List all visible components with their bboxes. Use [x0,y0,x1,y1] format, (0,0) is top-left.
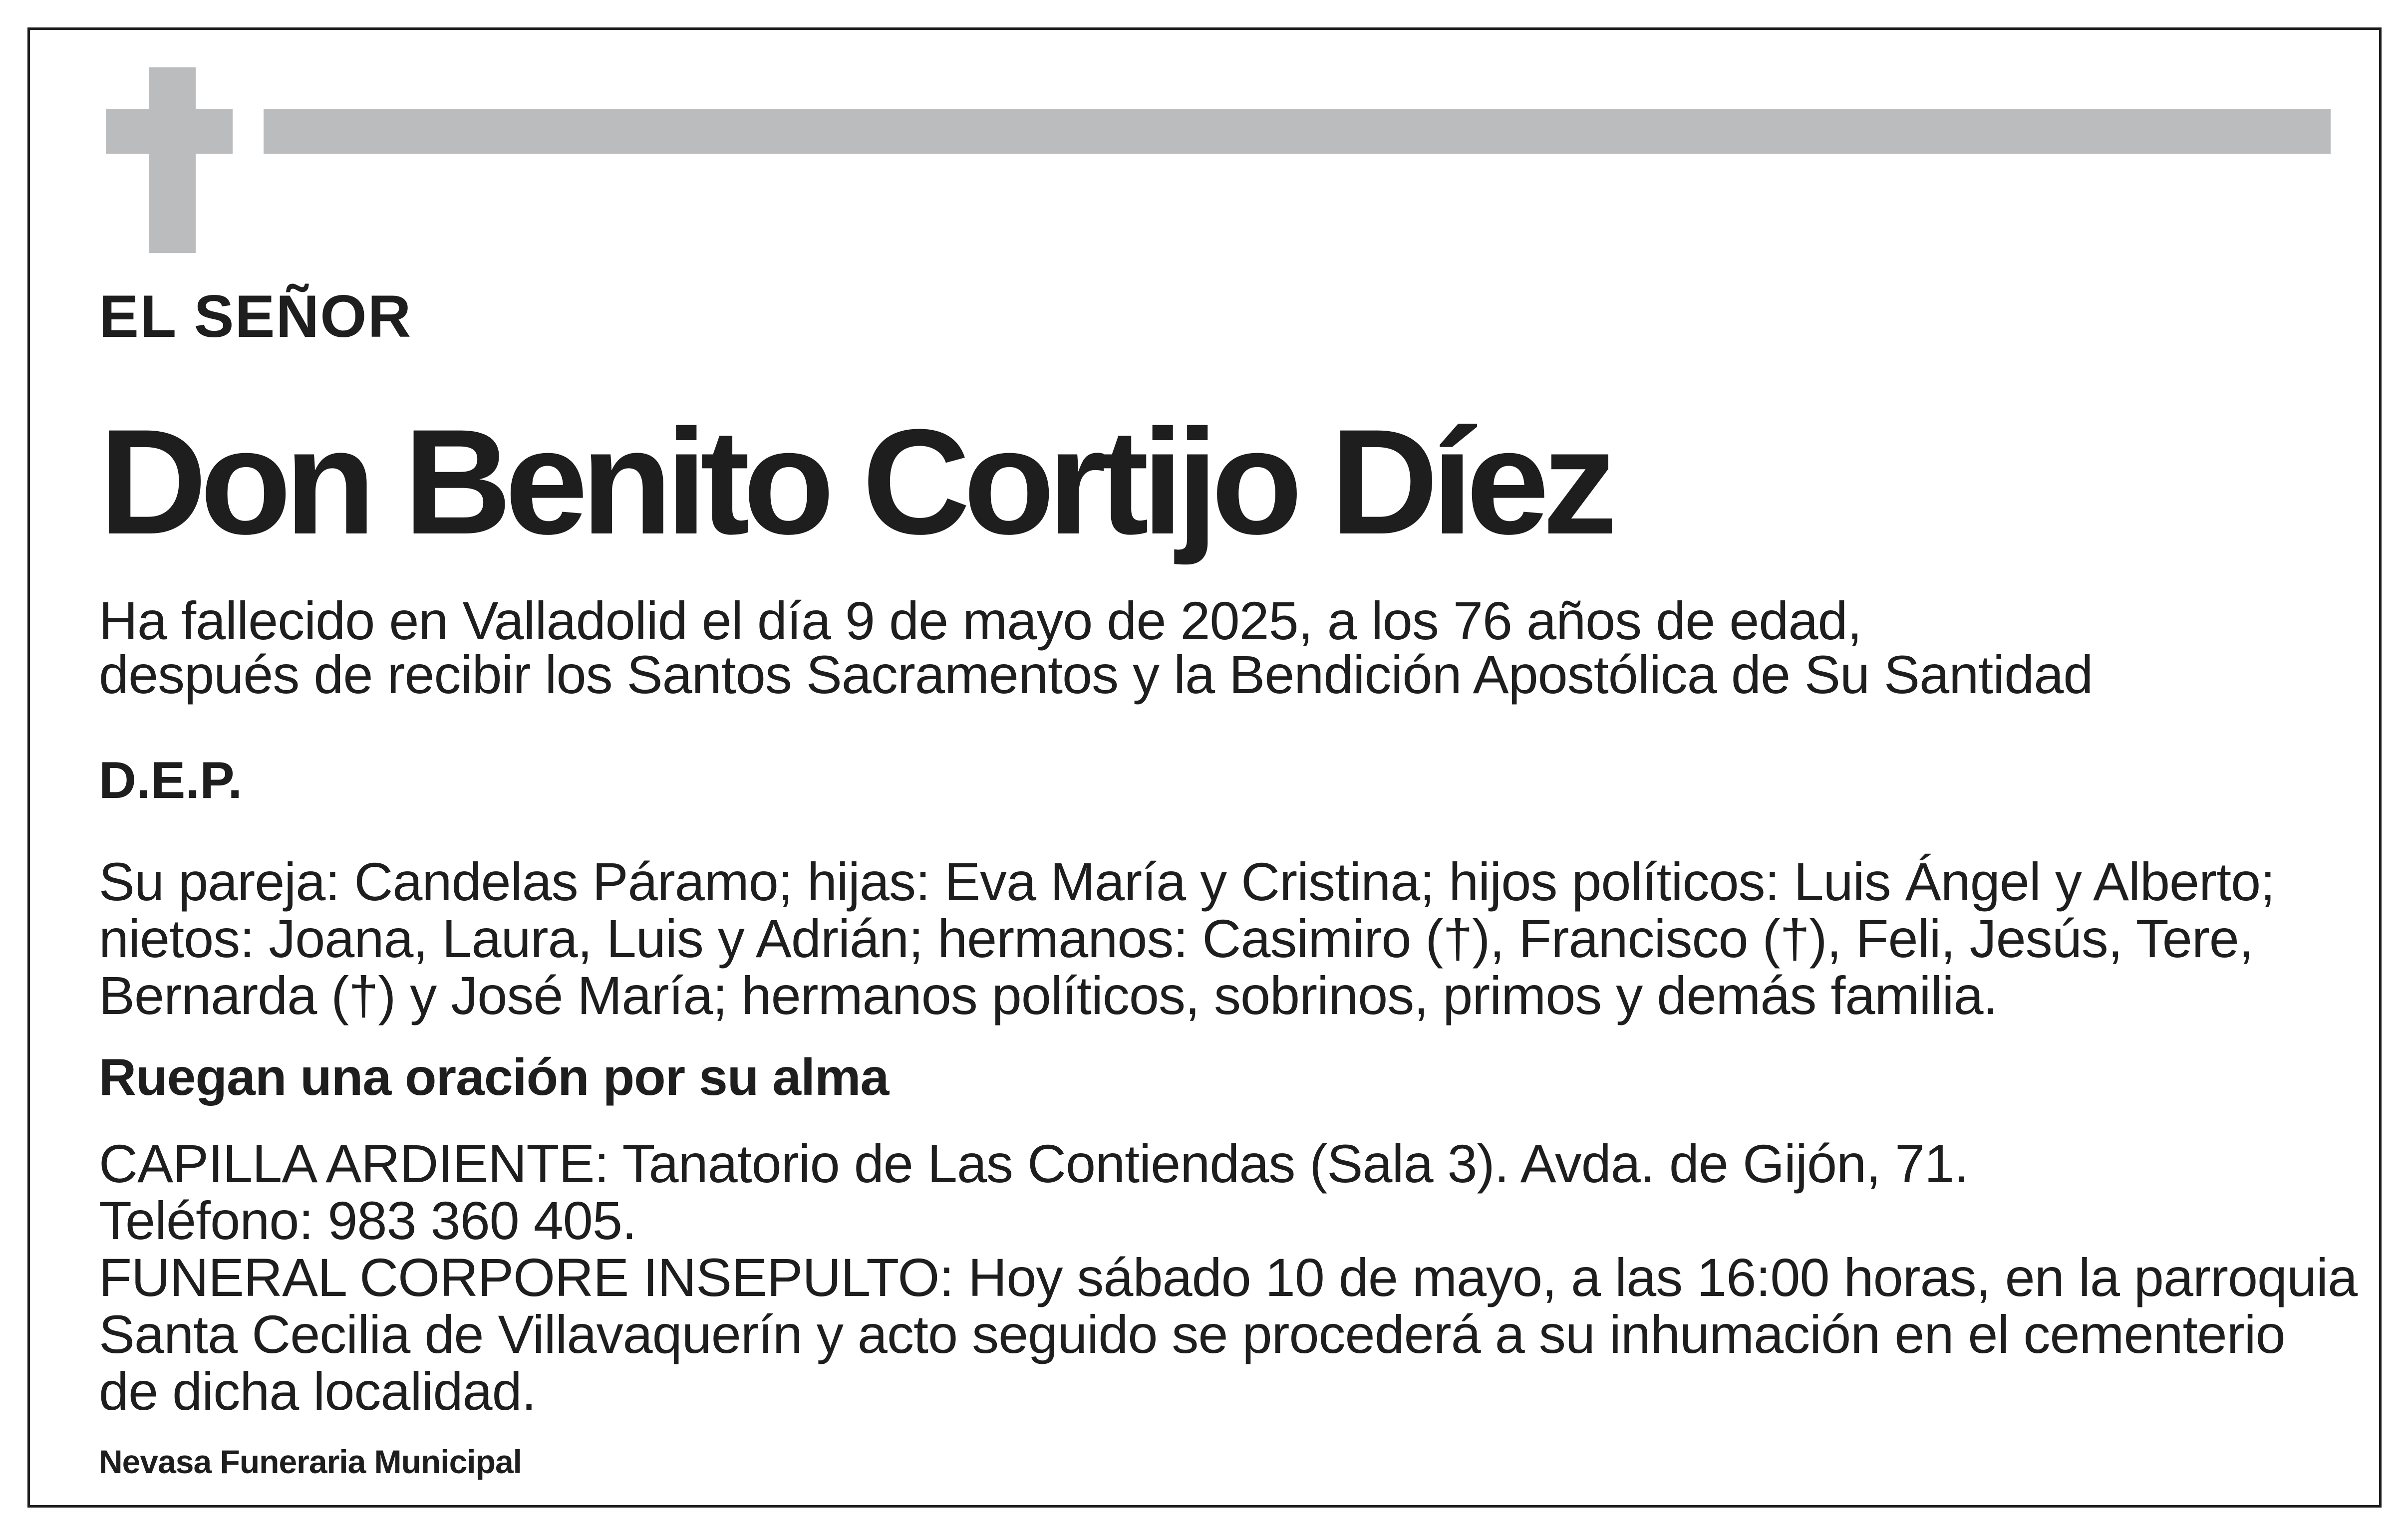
family-list [99,853,2275,1024]
service-line: Santa Cecilia de Villavaquerín y acto seguido se procederá a su inhumación en el cementerio [99,1304,2285,1364]
funeral-home-signature: Nevasa Funeraria Municipal [99,1443,522,1480]
service-details [99,1135,2357,1420]
rest-in-peace: D.E.P. [99,752,243,809]
family-line: nietos: Joana, Laura, Luis y Adrián; hermanos: Casimiro (†), Francisco (†), Feli, Jesús, Tere, [99,908,2253,969]
family-line: Bernarda (†) y José María; hermanos políticos, sobrinos, primos y demás familia. [99,965,1998,1026]
service-line: Teléfono: 983 360 405. [99,1190,636,1251]
service-line: FUNERAL CORPORE INSEPULTO: Hoy sábado 10 de mayo, a las 16:00 horas, en la parroquia [99,1247,2358,1307]
cross-vertical-bar [149,67,196,253]
announcement-line: Ha fallecido en Valladolid el día 9 de mayo de 2025, a los 76 años de edad, [99,590,1862,651]
honorific-heading: EL SEÑOR [99,283,412,350]
prayer-request: Ruegan una oración por su alma [99,1048,889,1106]
deceased-name: Don Benito Cortijo Díez [99,398,1610,565]
service-line: CAPILLA ARDIENTE: Tanatorio de Las Contiendas (Sala 3). Avda. de Gijón, 71. [99,1133,1969,1194]
cross-horizontal-bar [106,109,233,154]
announcement-line: después de recibir los Santos Sacramentos y la Bendición Apostólica de Su Santidad [99,644,2093,705]
family-line: Su pareja: Candelas Páramo; hijas: Eva María y Cristina; hijos políticos: Luis Ángel y Alberto; [99,851,2275,912]
header-rule [264,109,2331,154]
death-announcement [99,590,2093,705]
service-line: de dicha localidad. [99,1361,536,1421]
